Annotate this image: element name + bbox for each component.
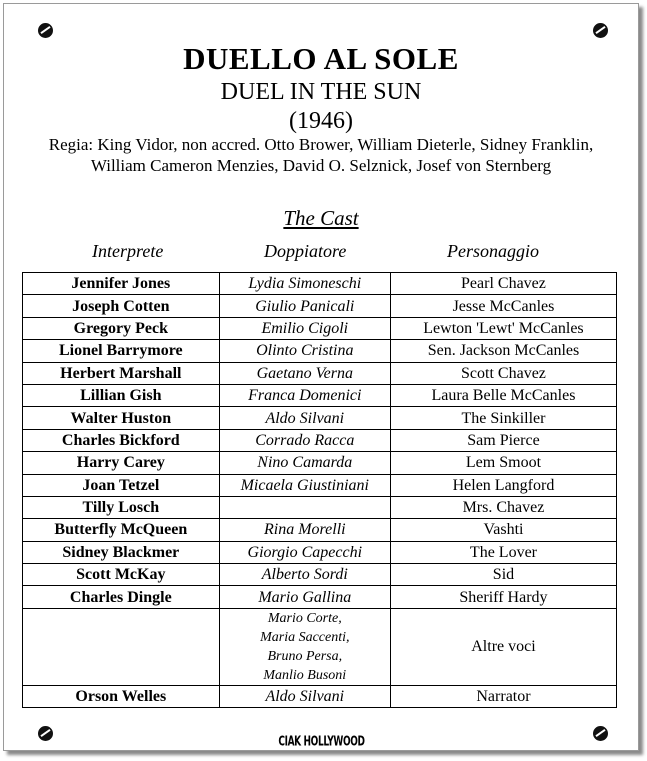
actor-cell: Walter Huston: [23, 407, 220, 429]
screw-top-left-icon: [38, 23, 53, 38]
table-row: [23, 452, 617, 474]
voice-name: Maria Saccenti,: [260, 629, 350, 645]
role-cell: Sen. Jackson McCanles: [390, 340, 616, 362]
actor-cell: Orson Welles: [23, 685, 220, 707]
role-cell: Lem Smoot: [390, 452, 616, 474]
voice-cell: Emilio Cigoli: [219, 317, 390, 339]
actor-cell: Scott McKay: [23, 564, 220, 586]
voice-name: Bruno Persa,: [267, 648, 343, 664]
director-credits: [12, 134, 630, 176]
logo-text: CIAK HOLLYWOOD: [277, 733, 365, 749]
actor-cell: Herbert Marshall: [23, 362, 220, 384]
table-row: [23, 429, 617, 451]
ciak-hollywood-logo: [4, 732, 638, 750]
role-cell: Helen Langford: [390, 474, 616, 496]
actor-cell: Harry Carey: [23, 452, 220, 474]
role-cell: Vashti: [390, 519, 616, 541]
voice-cell: Gaetano Verna: [219, 362, 390, 384]
role-cell: Sam Pierce: [390, 429, 616, 451]
table-row: [23, 407, 617, 429]
role-cell: Mrs. Chavez: [390, 496, 616, 518]
role-cell: Altre voci: [390, 608, 616, 685]
voice-cell: Franca Domenici: [219, 384, 390, 406]
actor-cell: Tilly Losch: [23, 496, 220, 518]
actor-cell: Joseph Cotten: [23, 295, 220, 317]
role-cell: Lewton 'Lewt' McCanles: [390, 317, 616, 339]
actor-cell: [23, 608, 220, 685]
actor-cell: Sidney Blackmer: [23, 541, 220, 563]
film-english-title: DUEL IN THE SUN: [220, 79, 422, 105]
table-row: [23, 317, 617, 339]
voice-cell: [219, 496, 390, 518]
role-cell: Jesse McCanles: [390, 295, 616, 317]
role-cell: Sheriff Hardy: [390, 586, 616, 608]
actor-cell: Charles Dingle: [23, 586, 220, 608]
voice-cell: Mario Gallina: [219, 586, 390, 608]
table-row: [23, 384, 617, 406]
actor-cell: Jennifer Jones: [23, 273, 220, 295]
role-cell: Laura Belle McCanles: [390, 384, 616, 406]
table-row: [23, 295, 617, 317]
role-cell: Sid: [390, 564, 616, 586]
voice-cell: Nino Camarda: [219, 452, 390, 474]
voice-cell: Aldo Silvani: [219, 685, 390, 707]
table-row: [23, 519, 617, 541]
voice-name: Manlio Busoni: [263, 667, 347, 683]
voice-cell: Giulio Panicali: [219, 295, 390, 317]
column-header-actor: Interprete: [92, 241, 164, 261]
table-row: [23, 362, 617, 384]
voice-cell: Corrado Racca: [219, 429, 390, 451]
actor-cell: Gregory Peck: [23, 317, 220, 339]
actor-cell: Joan Tetzel: [23, 474, 220, 496]
cast-plaque: [3, 3, 639, 751]
actor-cell: Lionel Barrymore: [23, 340, 220, 362]
actor-cell: Lillian Gish: [23, 384, 220, 406]
voice-name: Mario Corte,: [267, 610, 342, 626]
voice-cell: Alberto Sordi: [219, 564, 390, 586]
role-cell: Pearl Chavez: [390, 273, 616, 295]
voice-cell: Giorgio Capecchi: [219, 541, 390, 563]
table-row: [23, 273, 617, 295]
cast-table: [22, 272, 617, 708]
table-row: [23, 564, 617, 586]
other-voices-cell: [219, 608, 390, 685]
table-row-other-voices: [23, 608, 617, 685]
voice-cell: Lydia Simoneschi: [219, 273, 390, 295]
voice-cell: Aldo Silvani: [219, 407, 390, 429]
voice-cell: Olinto Cristina: [219, 340, 390, 362]
column-header-voice: Doppiatore: [264, 241, 347, 261]
cast-heading: The Cast: [283, 206, 359, 230]
role-cell: Scott Chavez: [390, 362, 616, 384]
role-cell: The Lover: [390, 541, 616, 563]
role-cell: The Sinkiller: [390, 407, 616, 429]
table-row: [23, 474, 617, 496]
director-credits-line-2: William Cameron Menzies, David O. Selznick, Josef von Sternberg: [90, 156, 552, 175]
film-year: (1946): [289, 108, 353, 134]
table-row: [23, 496, 617, 518]
voice-cell: Rina Morelli: [219, 519, 390, 541]
director-credits-line-1: Regia: King Vidor, non accred. Otto Brower, William Dieterle, Sidney Franklin,: [48, 135, 594, 154]
table-row: [23, 340, 617, 362]
role-cell: Narrator: [390, 685, 616, 707]
table-row: [23, 685, 617, 707]
table-row: [23, 541, 617, 563]
film-title: DUELLO AL SOLE: [183, 41, 459, 76]
actor-cell: Butterfly McQueen: [23, 519, 220, 541]
table-row: [23, 586, 617, 608]
voice-cell: Micaela Giustiniani: [219, 474, 390, 496]
screw-top-right-icon: [593, 23, 608, 38]
column-header-role: Personaggio: [447, 241, 539, 261]
actor-cell: Charles Bickford: [23, 429, 220, 451]
